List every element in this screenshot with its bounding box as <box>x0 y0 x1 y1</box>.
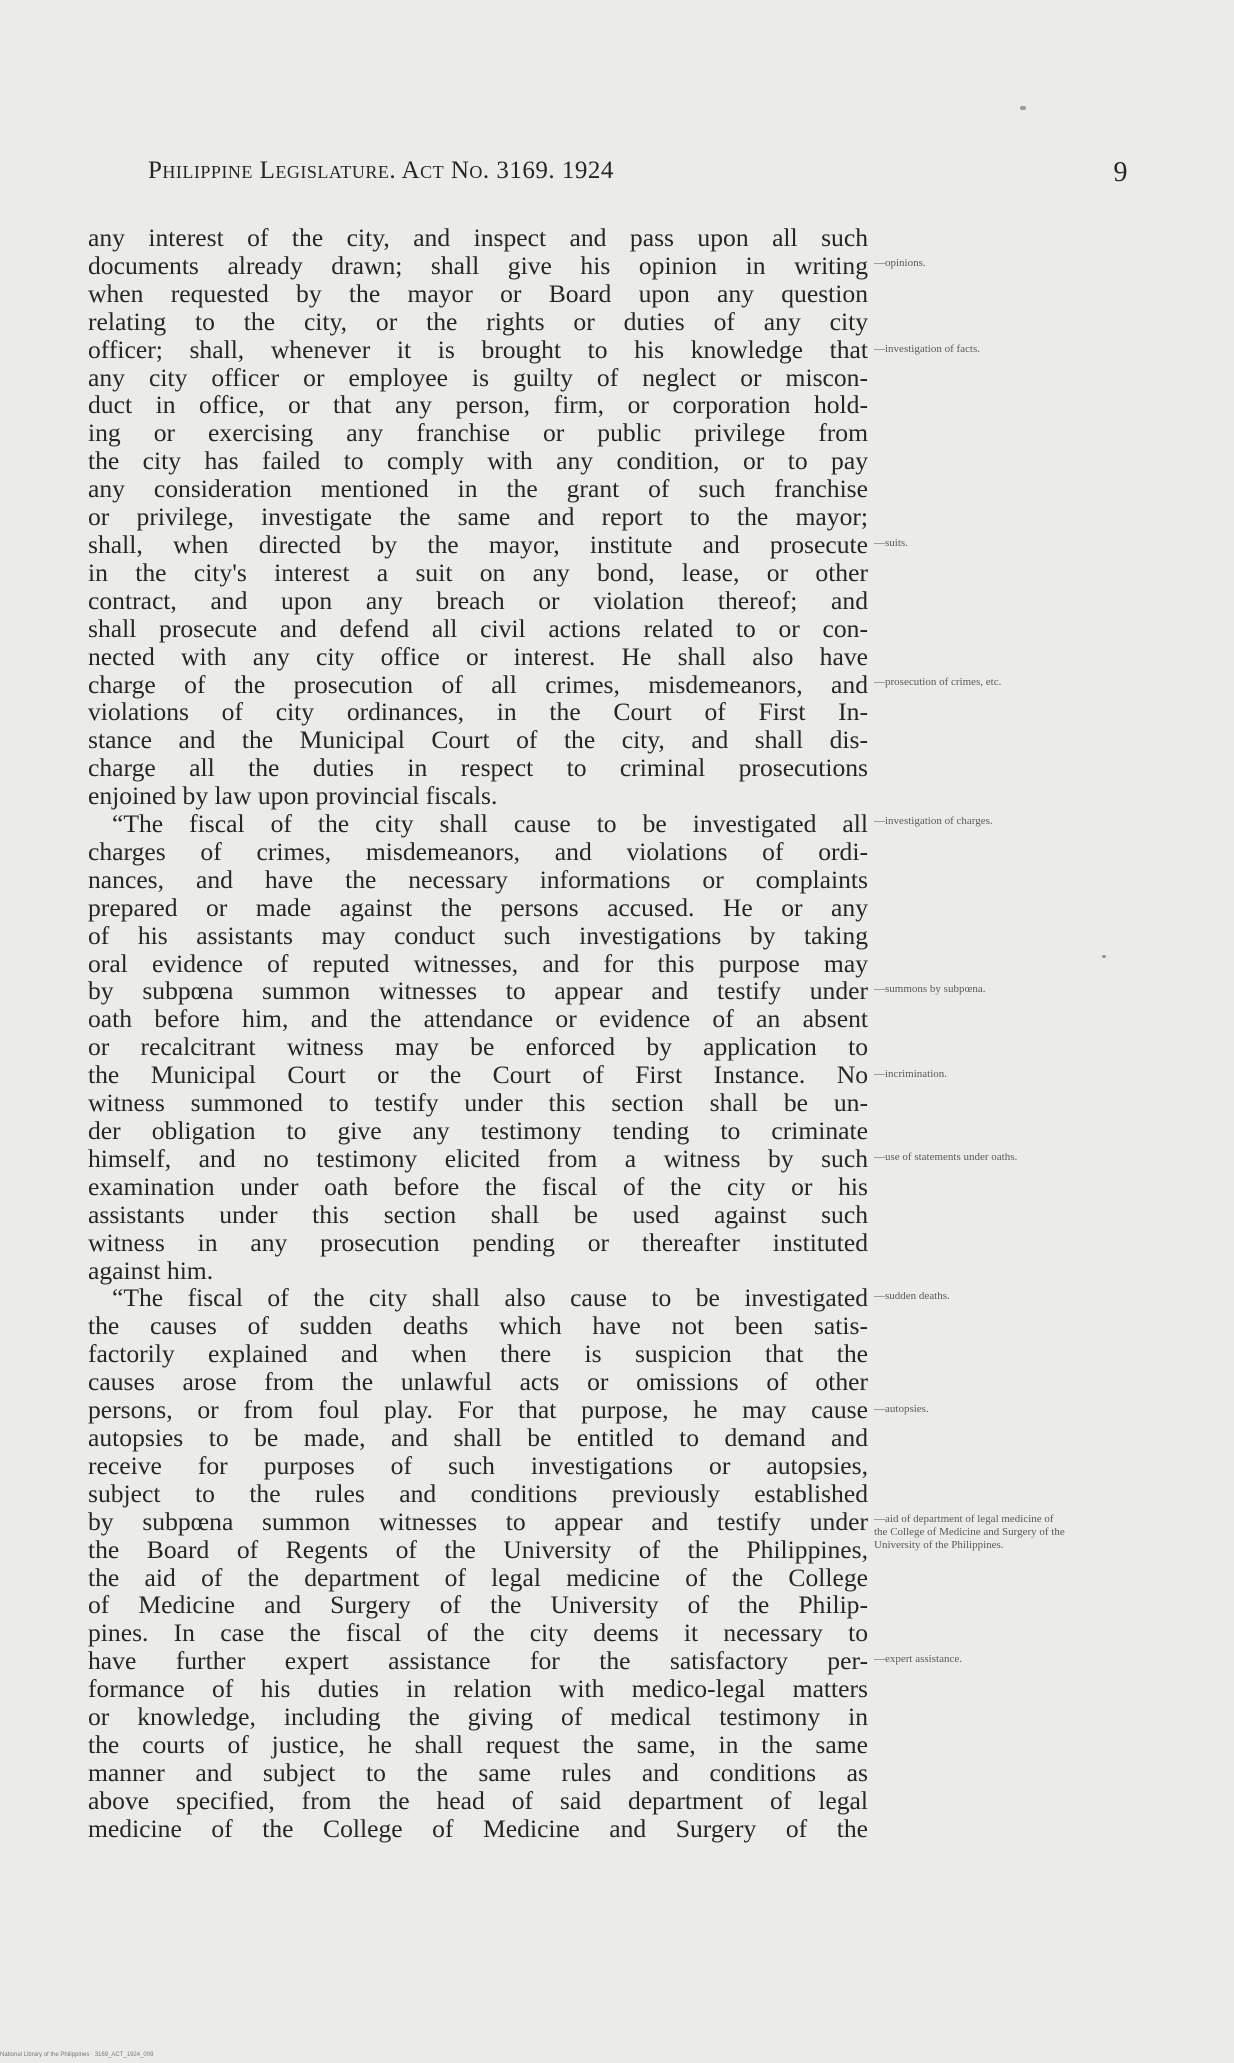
body-line: the aid of the department of legal medicine of the College <box>88 1562 868 1592</box>
body-line: shall prosecute and defend all civil actions related to or con- <box>88 613 868 643</box>
margin-note-suits: —suits. <box>874 537 908 549</box>
body-line: relating to the city, or the rights or duties of any city <box>88 306 868 336</box>
body-line: documents already drawn; shall give his opinion in writing <box>88 250 868 280</box>
body-line: of Medicine and Surgery of the University of the Philip- <box>88 1590 868 1620</box>
margin-note-use-of-statements: —use of statements under oaths. <box>874 1151 1018 1163</box>
body-line: charge all the duties in respect to criminal prosecutions <box>88 753 868 783</box>
body-line: oral evidence of reputed witnesses, and for this purpose may <box>88 948 868 978</box>
scan-speck <box>1020 106 1026 110</box>
body-line: himself, and no testimony elicited from a witness by such <box>88 1143 868 1173</box>
body-line: subject to the rules and conditions previously established <box>88 1478 868 1508</box>
body-line: witness in any prosecution pending or thereafter instituted <box>88 1227 868 1257</box>
body-line: examination under oath before the fiscal of the city or his <box>88 1171 868 1201</box>
margin-note-investigation-of-facts: —investigation of facts. <box>874 343 981 355</box>
body-line: against him. <box>88 1255 214 1285</box>
body-text <box>88 224 868 1843</box>
body-line: when requested by the mayor or Board upon any question <box>88 278 868 308</box>
margin-note-summons-by-subpoena: —summons by subpœna. <box>874 983 986 995</box>
body-line: “The fiscal of the city shall cause to be investigated all <box>112 809 868 839</box>
body-line: factorily explained and when there is suspicion that the <box>88 1339 868 1369</box>
body-line: or knowledge, including the giving of medical testimony in <box>88 1702 868 1732</box>
body-line: duct in office, or that any person, firm, or corporation hold- <box>88 390 868 420</box>
body-line: the city has failed to comply with any condition, or to pay <box>88 446 868 476</box>
body-line: any consideration mentioned in the grant of such franchise <box>88 474 868 504</box>
body-line: any city officer or employee is guilty of neglect or miscon- <box>88 362 868 392</box>
body-line: the Board of Regents of the University of the Philippines, <box>88 1534 868 1564</box>
margin-note-opinions: —opinions. <box>874 257 926 269</box>
body-line: manner and subject to the same rules and conditions as <box>88 1757 868 1787</box>
body-line: or recalcitrant witness may be enforced by application to <box>88 1032 868 1062</box>
body-line: by subpœna summon witnesses to appear and testify under <box>88 976 868 1006</box>
scan-credit: National Library of the Philippines · 3169_ACT_1924_009 <box>0 2052 154 2058</box>
body-line: any interest of the city, and inspect and pass upon all such <box>88 223 868 252</box>
body-line: stance and the Municipal Court of the city, and shall dis- <box>88 725 868 755</box>
body-line: have further expert assistance for the satisfactory per- <box>88 1646 868 1676</box>
body-line: of his assistants may conduct such investigations by taking <box>88 920 868 950</box>
margin-note-expert-assistance: —expert assistance. <box>874 1653 962 1665</box>
body-line: prepared or made against the persons accused. He or any <box>88 892 868 922</box>
body-line: charges of crimes, misdemeanors, and violations of ordi- <box>88 836 868 866</box>
body-line: officer; shall, whenever it is brought to his knowledge that <box>88 334 868 364</box>
body-line: witness summoned to testify under this section shall be un- <box>88 1088 868 1118</box>
body-line: shall, when directed by the mayor, institute and prosecute <box>88 529 868 559</box>
body-line: the causes of sudden deaths which have not been satis- <box>88 1311 868 1341</box>
body-line: formance of his duties in relation with medico-legal matters <box>88 1674 868 1704</box>
body-line: “The fiscal of the city shall also cause to be investigated <box>112 1283 868 1313</box>
body-line: the Municipal Court or the Court of First Instance. No <box>88 1060 868 1090</box>
margin-note-autopsies: —autopsies. <box>874 1403 929 1415</box>
body-line: nected with any city office or interest. He shall also have <box>88 641 868 671</box>
body-line: assistants under this section shall be used against such <box>88 1199 868 1229</box>
body-line: enjoined by law upon provincial fiscals. <box>88 781 498 811</box>
body-line: above specified, from the head of said department of legal <box>88 1785 868 1815</box>
body-line: or privilege, investigate the same and report to the mayor; <box>88 502 868 532</box>
body-line: in the city's interest a suit on any bond, lease, or other <box>88 557 868 587</box>
body-line: the courts of justice, he shall request the same, in the same <box>88 1729 868 1759</box>
body-line: charge of the prosecution of all crimes, misdemeanors, and <box>88 669 868 699</box>
running-header <box>148 157 1128 197</box>
body-line: nances, and have the necessary informations or complaints <box>88 864 868 894</box>
page-number: 9 <box>1113 157 1128 188</box>
scan-speck <box>1102 955 1106 958</box>
body-line: receive for purposes of such investigations or autopsies, <box>88 1450 868 1480</box>
body-line: violations of city ordinances, in the Court of First In- <box>88 697 868 727</box>
body-line: ing or exercising any franchise or public privilege from <box>88 418 868 448</box>
body-line: causes arose from the unlawful acts or omissions of other <box>88 1367 868 1397</box>
body-line: contract, and upon any breach or violation thereof; and <box>88 585 868 615</box>
body-line: medicine of the College of Medicine and Surgery of the <box>88 1813 868 1843</box>
body-line: pines. In case the fiscal of the city deems it necessary to <box>88 1618 868 1648</box>
margin-note-investigation-of-charges: —investigation of charges. <box>874 815 993 827</box>
body-line: autopsies to be made, and shall be entitled to demand and <box>88 1422 868 1452</box>
body-line: persons, or from foul play. For that purpose, he may cause <box>88 1395 868 1425</box>
margin-note-prosecution-of-crimes: —prosecution of crimes, etc. <box>874 676 1002 688</box>
margin-note-incrimination: —incrimination. <box>874 1068 948 1080</box>
running-title: Philippine Legislature. Act No. 3169. 1924 <box>148 157 614 184</box>
body-line: der obligation to give any testimony tending to criminate <box>88 1116 868 1145</box>
margin-note-aid-of-department: —aid of department of legal medicine of the College of Medicine and Surgery of the University of the Philippines. <box>874 1513 1065 1551</box>
body-line: by subpœna summon witnesses to appear and testify under <box>88 1506 868 1536</box>
body-line: oath before him, and the attendance or evidence of an absent <box>88 1004 868 1034</box>
margin-note-sudden-deaths: —sudden deaths. <box>874 1290 950 1302</box>
